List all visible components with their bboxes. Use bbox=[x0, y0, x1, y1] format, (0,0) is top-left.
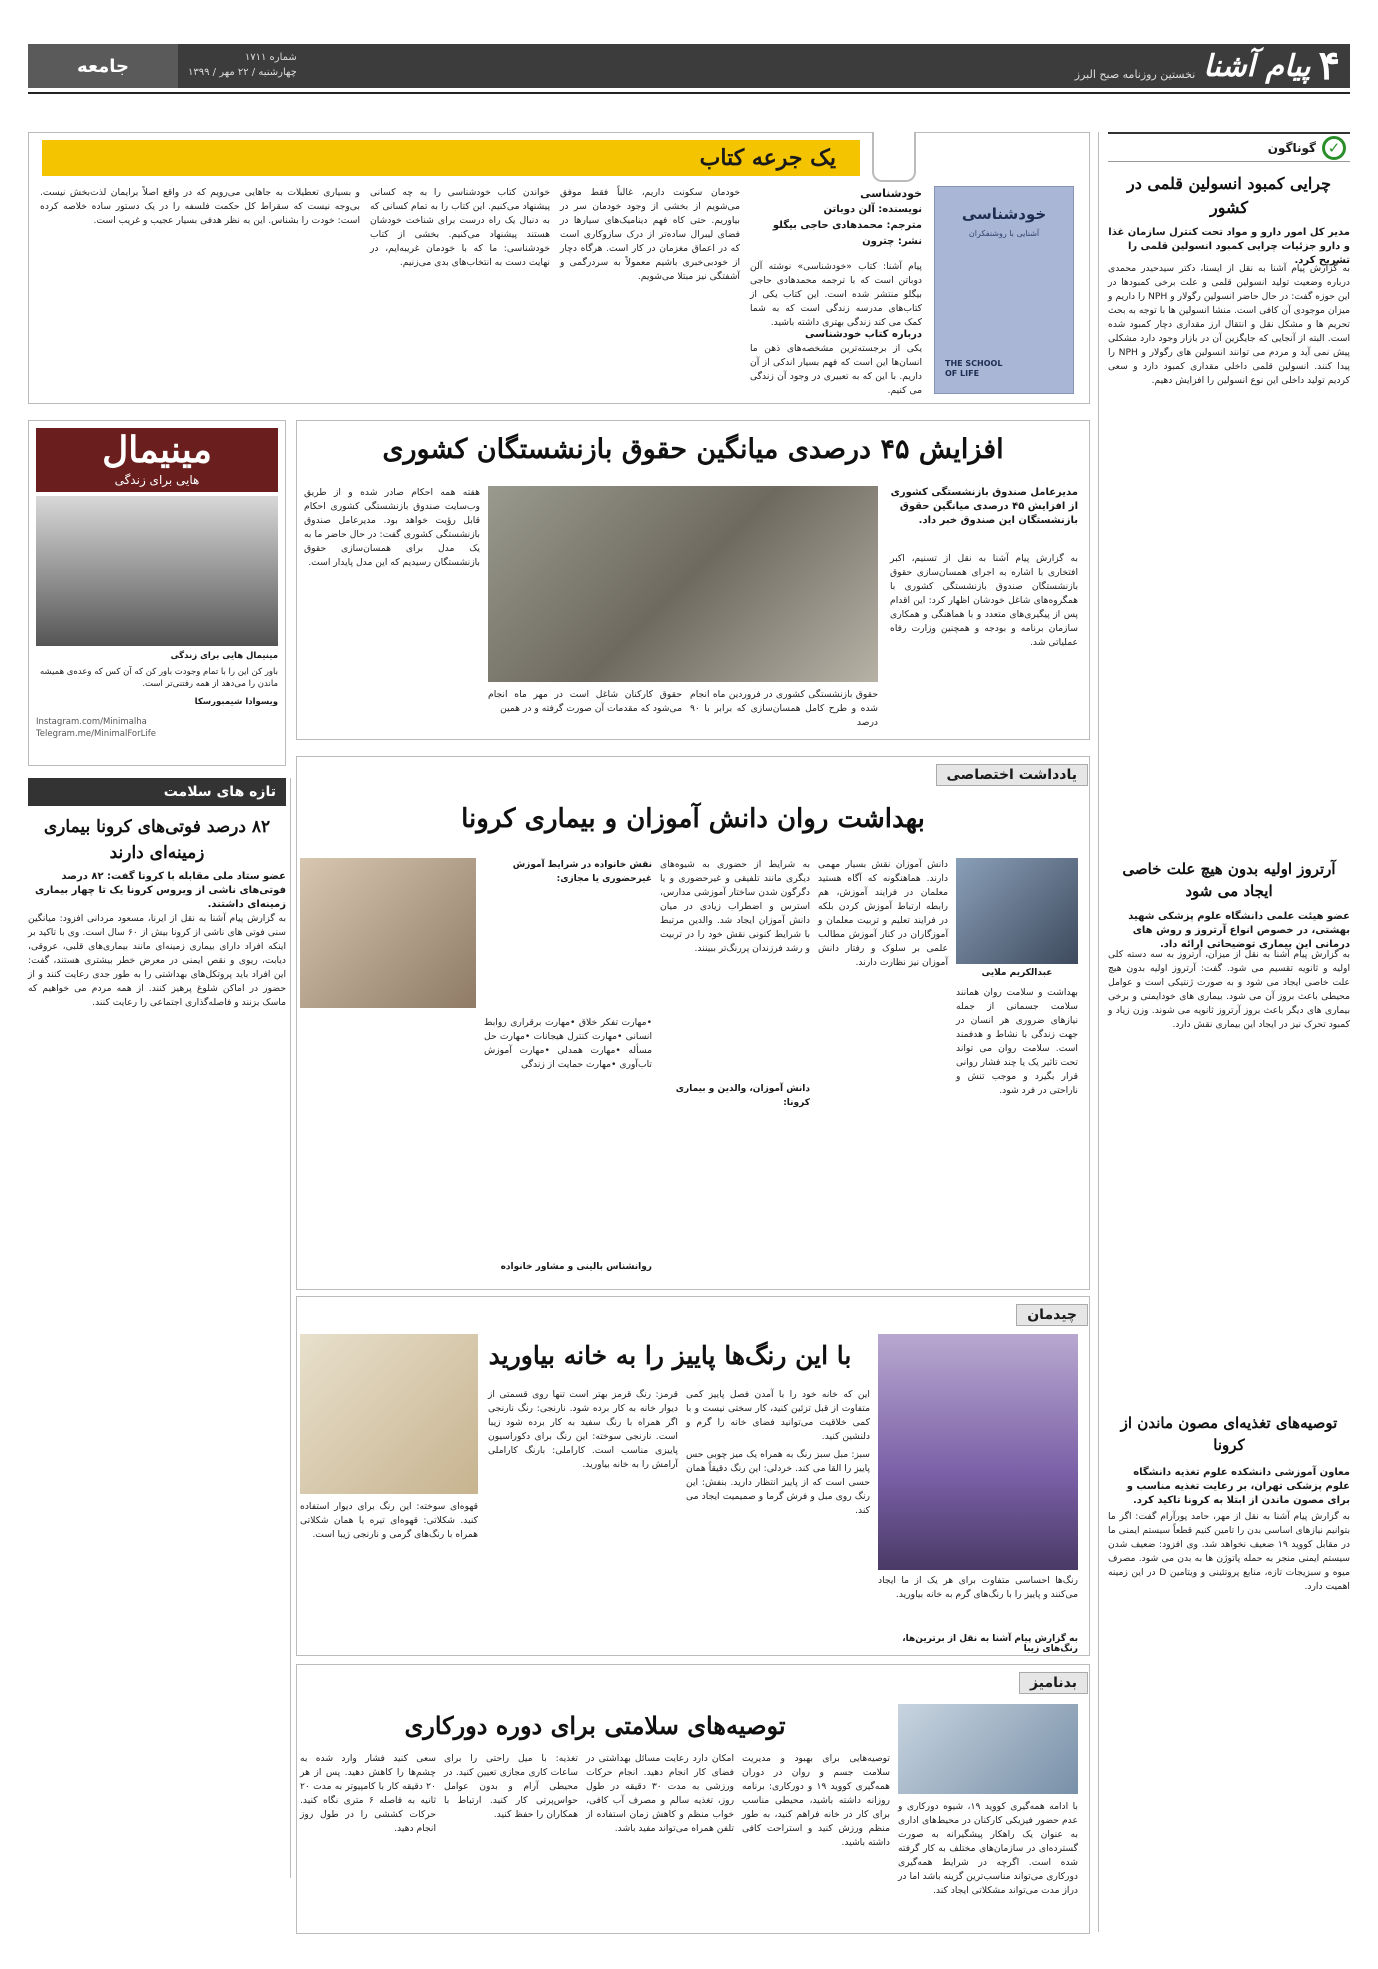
sidebar-label-bar bbox=[1108, 132, 1350, 162]
health-column-1: بهداشت و سلامت روان همانند سلامت جسمانی از جمله نیازهای ضروری هر انسان در جهت زندگی با نشاط و هدفمند است. سلامت روان می تواند تحت تاثیر یک یا چند فشار روانی قرار بگیرد و موجب تنش و ناراحتی در فرد شود. bbox=[956, 987, 1078, 1096]
minimal-banner-title: مینیمال bbox=[102, 429, 212, 471]
header-divider bbox=[28, 92, 1350, 94]
decor-photo-wall bbox=[300, 1334, 478, 1494]
pension-body: به گزارش پیام آشنا به نقل از تسنیم، اکبر افتخاری با اشاره به اجرای همسان‌سازی حقوق بازنشستگان صندوق بازنشستگی کشوری با همگروه‌های شاغل خودشان اظهار کرد: این اقدام پس از پیگیری‌های متعدد و با هماهنگی و همکاری سازمان برنامه و بودجه و همچنین وزارت رفاه عملیاتی شد. bbox=[890, 553, 1078, 648]
health-column-2: دانش آموزان نقش بسیار مهمی دارند. هماهنگونه که آگاه هستید معلمان در فرایند آموزش، هم رابطه ارتباط آموزش کردن بلکه در فرایند تعلیم و تربیت معلمان و آموزگاران در کنار آموزش مطالب علمی بر سلوک و رفتار دانش آموزان نیز نظارت دارند. bbox=[818, 859, 948, 968]
book-about: یکی از برجسته‌ترین مشخصه‌های ذهن ما انسان‌ها این است که فهم بسیار اندکی از آن داریم. با این که به تعبیری در وجود آن زندگی می کنیم. bbox=[750, 343, 922, 396]
health-label: یادداشت اختصاصی bbox=[936, 764, 1089, 786]
section-name: جامعه bbox=[28, 44, 178, 88]
minimal-links: Instagram.com/Minimalha Telegram.me/MinimalForLife bbox=[36, 717, 156, 739]
masthead-group bbox=[1075, 44, 1350, 88]
issue-meta bbox=[188, 50, 297, 80]
book-details bbox=[750, 186, 922, 396]
sidebar-story2-body bbox=[1108, 948, 1350, 1400]
masthead-logo: پیام آشنا bbox=[1203, 48, 1311, 84]
book-cover-subtitle: آشنایی با روشنفکران bbox=[968, 229, 1040, 238]
issue-number: شماره ۱۷۱۱ bbox=[244, 52, 297, 63]
fitness-column-1: با ادامه همه‌گیری کووید ۱۹، شیوه دورکاری و عدم حضور فیزیکی کارکنان در محیط‌های اداری به عنوان یک راهکار پیشگیرانه به صورت گسترده‌ای در سازمان‌های مختلف به کار گرفته شده است. اگرچه در شرایط همه‌گیری دورکاری می‌تواند مناسب‌ترین گزینه باشد اما در دراز مدت می‌تواند مشکلاتی ایجاد کند. bbox=[898, 1801, 1078, 1896]
book-cover-english: THE SCHOOL OF LIFE bbox=[945, 359, 1003, 378]
covid-lead: عضو ستاد ملی مقابله با کرونا گفت: ۸۲ درصد فوتی‌های ناشی از ویروس کرونا یک تا چهار بیماری زمینه‌ای داشتند. bbox=[34, 871, 286, 910]
fitness-label: بدنامیز bbox=[1019, 1672, 1088, 1694]
fitness-title: توصیه‌های سلامتی برای دوره دورکاری bbox=[404, 1711, 786, 1740]
sidebar-story3-paragraph: به گزارش پیام آشنا به نقل از مهر، حامد پورآرام گفت: اگر ما بتوانیم نیازهای اساسی بدن را تامین کنیم قطعاً سیستم ایمنی ما در مقابل کووید ۱۹ ضعیف نخواهد شد. وی افزود: ضعیف شدن سیستم ایمنی منجر به حمله پاتوژن ها به بدن می شود. مصرف میوه و سبزیجات تازه، منابع پروتئینی و ویتامین D در این زمینه اهمیت دارد. bbox=[1108, 1511, 1351, 1592]
book-section-banner bbox=[42, 140, 860, 176]
sidebar-story2-lead: عضو هیئت علمی دانشگاه علوم پزشکی شهید بهشتی، در خصوص انواع آرتروز و روش های درمانی این بیماری توضیحاتی ارائه داد. bbox=[1128, 911, 1350, 950]
pension-title: افزایش ۴۵ درصدی میانگین حقوق بازنشستگان کشوری bbox=[382, 434, 1004, 465]
book-intro: پیام آشنا: کتاب «خودشناسی» نوشته آلن دوباتن است که با ترجمه محمدهادی حاجی بیگلو منتشر شده است. این کتاب یکی از کتاب‌های مدرسه زندگی است که به شما کمک می کند زندگی بهتری داشته باشید. bbox=[750, 261, 922, 328]
minimal-banner-subtitle: هایی برای زندگی bbox=[114, 473, 200, 487]
sidebar-story3-body bbox=[1108, 1510, 1350, 1930]
fitness-photo bbox=[898, 1704, 1078, 1794]
poet-portrait bbox=[36, 496, 278, 646]
sidebar-story3-lead: معاون آموزشی دانشکده علوم تغذیه دانشگاه علوم پزشکی تهران، بر رعایت تغذیه مناسب و برای مصون ماندن از ابتلا به کرونا تاکید کرد. bbox=[1126, 1467, 1350, 1506]
book-cover bbox=[934, 186, 1074, 394]
book-column-3: خواندن کتاب خودشناسی را به چه کسانی پیشنهاد می‌کنیم. این کتاب را به تمام کسانی که به دنبال یک راه درست برای شناخت خودشان هستند پیشنهاد می‌کنیم. بخشی از کتاب خودشناسی: ما که با خودمان غریبه‌ایم، در نهایت دست به انتخاب‌های بدی می‌زنیم. bbox=[370, 187, 550, 268]
minimal-poet: ویسوادا شیمبورسکا bbox=[194, 697, 278, 707]
author-photo bbox=[956, 858, 1078, 964]
covid-title: ۸۲ درصد فوتی‌های کرونا بیماری زمینه‌ای دارند bbox=[43, 817, 271, 863]
book-title: خودشناسی bbox=[860, 187, 922, 200]
book-author: نویسنده: آلن دوباتن bbox=[823, 204, 922, 215]
minimal-banner bbox=[36, 428, 278, 492]
health-footer: روانشناس بالینی و مشاور خانواده bbox=[500, 1262, 652, 1272]
health-list-title: نقش خانواده در شرایط آموزش غیرحضوری یا مجازی: bbox=[512, 860, 652, 884]
health-photo bbox=[300, 858, 476, 1008]
left-column-divider bbox=[290, 778, 291, 1878]
book-section-title: یک جرعه کتاب bbox=[699, 145, 836, 171]
decor-footer: به گزارش پیام آشنا به نقل از برترین‌ها، رنگ‌های زیبا bbox=[902, 1634, 1078, 1654]
minimal-text bbox=[36, 650, 278, 740]
decor-label: چیدمان bbox=[1016, 1304, 1088, 1326]
decor-column-1 bbox=[686, 1388, 870, 1648]
decor-photo-room bbox=[878, 1334, 1078, 1570]
health-title: بهداشت روان دانش آموزان و بیماری کرونا bbox=[461, 804, 925, 834]
pension-column-2: هفته همه احکام صادر شده و از طریق وب‌سایت صندوق بازنشستگی کشوری احکام قابل رؤیت خواهد بود. مدیرعامل صندوق بازنشستگی کشوری گفت: در حال حاضر ما به یک مدل برای همسان‌سازی حقوق بازنشستگان رسیدیم که این مدل پایدار است. bbox=[304, 487, 480, 568]
pension-caption-2: حقوق کارکنان شاغل است در مهر ماه انجام می‌شود که مقدمات آن صورت گرفته و در همین bbox=[488, 689, 682, 714]
sidebar-story1-title: چرایی کمبود انسولین قلمی در کشور bbox=[1126, 174, 1332, 217]
fitness-column-3: امکان دارد رعایت مسائل بهداشتی در فضای کار انجام دهید. انجام حرکات ورزشی به مدت ۳۰ دقیقه در طول روز، تغذیه سالم و مصرف آب کافی، خواب منظم و کاهش زمان استفاده از تلفن همراه می‌تواند مفید باشد. bbox=[586, 1753, 734, 1834]
decor-column-3: قهوه‌ای سوخته: این رنگ برای دیوار استفاده کنید. شکلاتی: قهوه‌ای تیره یا همان شکلاتی همراه با رنگ‌های گرمی و نارنجی زیبا است. bbox=[300, 1501, 478, 1540]
cup-icon bbox=[872, 132, 916, 182]
covid-body: به گزارش پیام آشنا به نقل از ایرنا، مسعود مردانی افزود: میانگین سنی فوتی های ناشی از کرونا بیش از ۶۰ سال است. وی با تاکید بر اینکه افراد دارای بیماری زمینه‌ای مانند بیماری‌های قلبی، عروقی، دیابت، ریوی و نقص ایمنی در معرض خطر بیشتری هستند، گفت: این افراد باید پروتکل‌های بهداشتی را به طور جدی رعایت کنند و از حضور در اماکن شلوغ پرهیز کنند. از همه مردم می خواهیم که ماسک بزنند و فاصله‌گذاری اجتماعی را رعایت کنند. bbox=[28, 913, 287, 1008]
minimal-caption: مینیمال هایی برای زندگی bbox=[170, 651, 278, 661]
sidebar-story2-title: آرتروز اولیه بدون هیچ علت خاصی ایجاد می شود bbox=[1122, 860, 1336, 900]
decor-intro: این که خانه خود را با آمدن فصل پاییز کمی متفاوت از قبل تزئین کنید، کار سختی نیست و با کمی خلاقیت می‌توانید فضای خانه را گرم و دلنشین کنید. bbox=[686, 1389, 870, 1442]
covid-section-title: تازه های سلامت bbox=[28, 778, 286, 806]
book-translator: مترجم: محمدهادی حاجی بیگلو bbox=[772, 220, 922, 231]
pension-lead: مدیرعامل صندوق بازنشستگی کشوری از افزایش ۴۵ درصدی میانگین حقوق بازنشستگان این صندوق خبر داد. bbox=[890, 487, 1078, 526]
sidebar-story1-paragraph: به گزارش پیام آشنا به نقل از ایسنا، دکتر سیدحیدر محمدی درباره وضعیت تولید انسولین قلمی و علت برخی کمبودها در این حوزه گفت: در حال حاضر انسولین رگولار و NPH را داریم و میزان موجودی آن کافی است. منشا انسولین ها با توجه به بحث تحریم ها و مشکل نقل و انتقال ارز مقداری دچار کمبود شده است. البته از آنجایی که جایگزین آن در بازار وجود دارد مشکلی پیش نمی آید و مردم می توانند انسولین های رگولار و NPH را پیدا کنند. انسولین قلمی داخلی مقداری کمبود دارد و سعی کردیم تولید داخلی این نوع انسولین را افزایش دهیم. bbox=[1108, 263, 1350, 386]
health-subheading: دانش آموزان، والدین و بیماری کرونا: bbox=[675, 1084, 810, 1108]
decor-colors: سبز: مبل سبز رنگ به همراه یک میز چوبی حس پاییز را القا می کند. خردلی: این رنگ دقیقاً همان حسی است که از پاییز انتظار دارید. بنفش: این رنگ روی مبل و فرش گرما و صمیمیت ایجاد می کند. bbox=[686, 1449, 870, 1516]
fitness-column-4: تغذیه: با میل راحتی را برای ساعات کاری مجازی تعیین کنید. در محیطی آرام و بدون عوامل حواس‌پرتی کار کنید. ارتباط با همکاران را حفظ کنید. bbox=[444, 1753, 578, 1820]
sidebar-divider bbox=[1098, 132, 1099, 1932]
fitness-column-2: توصیه‌هایی برای بهبود و مدیریت سلامت جسم و روان در دوران همه‌گیری کووید ۱۹ و دورکاری: برنامه روزانه داشته باشید، محیطی مناسب برای کار در خانه فراهم کنید، به طور منظم ورزش کنید و استراحت کافی داشته باشید. bbox=[742, 1753, 890, 1848]
author-name: عبدالکریم ملایی bbox=[981, 968, 1053, 978]
sidebar-story1-body bbox=[1108, 262, 1350, 842]
issue-date: چهارشنبه / ۲۲ مهر / ۱۳۹۹ bbox=[188, 67, 297, 78]
check-icon: ✓ bbox=[1322, 136, 1346, 160]
sidebar-story2-paragraph: به گزارش پیام آشنا به نقل از میزان، آرتروز به سه دسته کلی اولیه و ثانویه تقسیم می شود. گفت: آرتروز اولیه بدون هیچ علت خاصی ایجاد می شود و به صورت ژنتیکی است و عوامل محیطی باعث بروز آن می شود. بیماری های خودایمنی و برخی بیماری های دیگر باعث بروز آرتروز ثانویه می شوند. وزن زیاد و کمبود تحرک نیز در ایجاد این بیماری نقش دارد. bbox=[1108, 949, 1350, 1030]
decor-title: با این رنگ‌ها پاییز را به خانه بیاورید bbox=[488, 1341, 852, 1370]
fitness-column-5: سعی کنید فشار وارد شده به چشم‌ها را کاهش دهید. پس از هر ۲۰ دقیقه کار با کامپیوتر به مدت ۲۰ ثانیه به فاصله ۶ متری نگاه کنید. حرکات کششی را در طول روز انجام دهید. bbox=[300, 1753, 436, 1834]
sidebar-label: گوناگون bbox=[1267, 140, 1316, 155]
sidebar-story1-lead: مدیر کل امور دارو و مواد تحت کنترل سازمان غذا و دارو جزئیات چرایی کمبود انسولین قلمی را تشریح کرد. bbox=[1108, 227, 1350, 266]
pension-caption-1: حقوق بازنشستگی کشوری در فروردین ماه انجام شده و طرح کامل همسان‌سازی که برابر با ۹۰ درصد bbox=[690, 689, 878, 728]
book-column-4: و بسیاری تعطیلات به جاهایی می‌رویم که در واقع اصلاً برایمان لذت‌بخش نیست. بی‌وجه نیست که سقراط کل حکمت فلسفه را در یک دستور ساده خلاصه کرده است: خودت را بشناس. این به نظر هدفی بسیار عجیب و غریب است. bbox=[40, 187, 360, 226]
masthead-tagline: نخستین روزنامه صبح البرز bbox=[1074, 67, 1196, 81]
pension-photo bbox=[488, 486, 878, 682]
book-cover-title: خودشناسی bbox=[961, 205, 1047, 223]
sidebar-story3-title: توصیه‌های تغذیه‌ای مصون ماندن از کرونا bbox=[1120, 1414, 1338, 1454]
health-list: •مهارت تفکر خلاق •مهارت برقراری روابط انسانی •مهارت کنترل هیجانات •مهارت حل مسأله •مهارت همدلی •مهارت آموزش تاب‌آوری •مهارت حمایت از زندگی bbox=[484, 1017, 652, 1070]
book-about-title: درباره کتاب خودشناسی bbox=[805, 329, 922, 340]
decor-column-2: قرمز: رنگ قرمز بهتر است تنها روی قسمتی از دیوار خانه به کار برده شود. نارنجی: رنگ نارنجی اگر همراه با رنگ سفید به کار برده شود زیبا است. نارنجی سوخته: این رنگ برای دکوراسیون پاییزی مناسب است. کاراملی: بارنگ کاراملی آرامش را به خانه بیاورید. bbox=[488, 1389, 678, 1470]
health-column-3: به شرایط از حضوری به شیوه‌های دیگری مانند تلفیقی و غیرحضوری و یا دگرگون شدن ساختار آموزشی مدارس، استرس و اضطراب زیادی در میان دانش آموزان ایجاد شد. والدین مرتبط با شرایط کنونی نقش خود را در تربیت و رشد فرزندان پررنگ‌تر ببینند. bbox=[660, 859, 810, 954]
minimal-poem: باور کن این را با تمام وجودت باور کن که آن کس که وعده‌ی همیشه ماندن را می‌دهد از همه رفتنی‌تر است. bbox=[39, 667, 278, 689]
page-header bbox=[28, 44, 1350, 88]
decor-caption: رنگ‌ها احساسی متفاوت برای هر یک از ما ایجاد می‌کنند و پاییز را با رنگ‌های گرم به خانه بیاورید. bbox=[878, 1575, 1078, 1600]
book-publisher: نشر: چترون bbox=[862, 236, 922, 247]
page-number: ۴ bbox=[1318, 42, 1340, 89]
book-column-2: خودمان سکونت داریم، غالباً فقط موفق می‌شویم از بخشی از وجود خودمان سر در بیاوریم. حتی کاه فهم دینامیک‌های سیار‌ها در فضای لیبرال ساده‌تر از درک سازوکاری است که در اعماق مغزمان در کار است. هرگاه دچار از خودبی‌خبری باشیم معمولاً به سردرگمی و آشفتگی نیز مبتلا می‌شویم. bbox=[560, 187, 740, 282]
